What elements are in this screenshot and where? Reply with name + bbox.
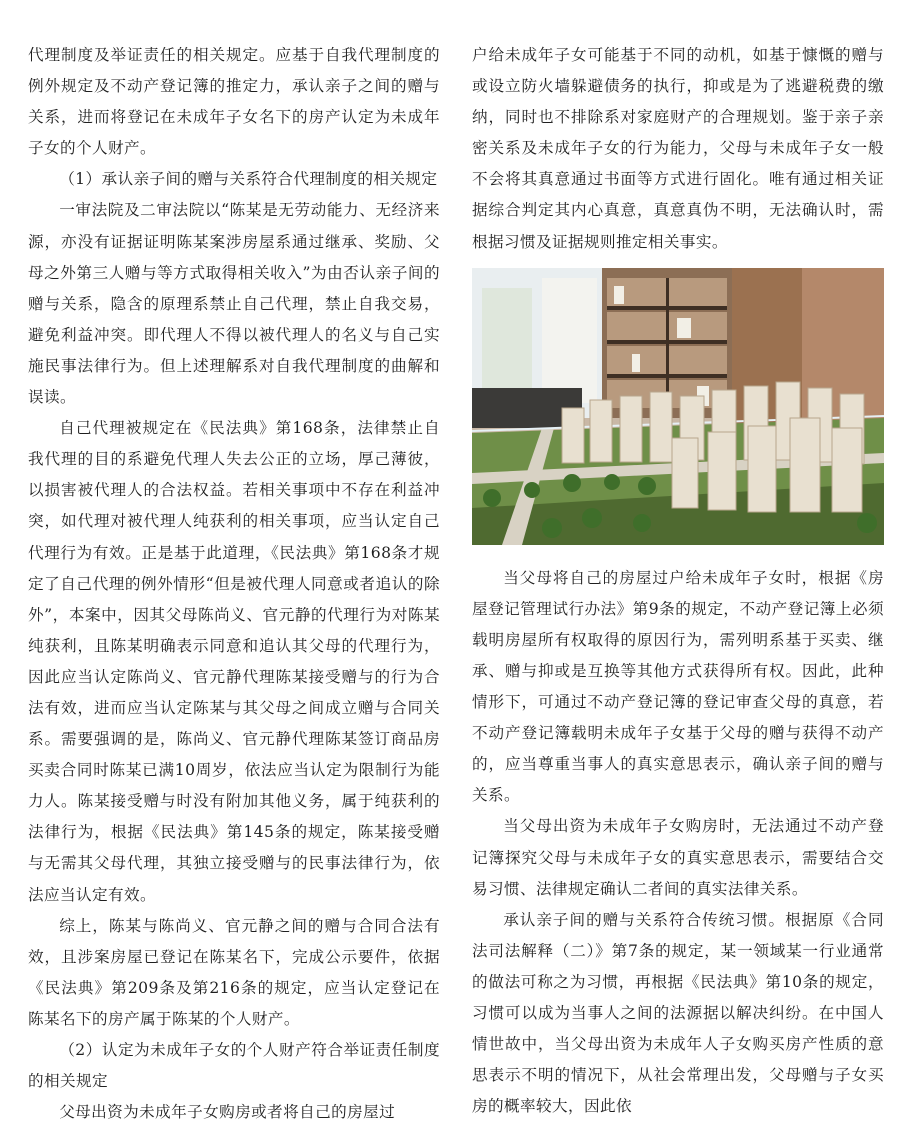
paragraph: 承认亲子间的赠与关系符合传统习惯。根据原《合同法司法解释（二）》第7条的规定，某一领域某一行业通常的做法可称之为习惯，再根据《民法典》第10条的规定，习惯可以成为当事人之间的法源据以解决纠纷。在中国人情世故中，当父母出资为未成年人子女购买房产性质的意思表示不明的情况下，从社会常理出发，父母赠与子女买房的概率较大，因此依	[472, 910, 884, 1116]
section-heading-1: （1）承认亲子间的赠与关系符合代理制度的相关规定	[59, 170, 438, 189]
paragraph: 综上，陈某与陈尚义、官元静之间的赠与合同合法有效，且涉案房屋已登记在陈某名下，完成公示要件，依据《民法典》第209条及第216条的规定，应当认定登记在陈某名下的房产属于陈某的个人财产。	[28, 916, 440, 1028]
section-heading-2: （2）认定为未成年子女的个人财产符合举证责任制度的相关规定	[28, 1041, 440, 1091]
real-estate-model-photo	[472, 268, 884, 545]
paragraph-continuation: 代理制度及举证责任的相关规定。应基于自我代理制度的例外规定及不动产登记簿的推定力，承认亲子之间的赠与关系，进而将登记在未成年子女名下的房产认定为未成年子女的个人财产。	[28, 46, 440, 158]
paragraph: 一审法院及二审法院以“陈某是无劳动能力、无经济来源，亦没有证据证明陈某案涉房屋系通过继承、奖励、父母之外第三人赠与等方式取得相关收入”为由否认亲子间的赠与关系，隐含的原理系禁止自己代理，禁止自我交易，避免利益冲突。即代理人不得以被代理人的名义与自己实施民事法律行为。但上述理解系对自我代理制度的曲解和误读。	[28, 201, 440, 407]
right-column	[472, 40, 884, 1122]
paragraph: 当父母出资为未成年子女购房时，无法通过不动产登记簿探究父母与未成年子女的真实意思表示，需要结合交易习惯、法律规定确认二者间的真实法律关系。	[472, 817, 884, 898]
paragraph: 当父母将自己的房屋过户给未成年子女时，根据《房屋登记管理试行办法》第9条的规定，不动产登记簿上必须载明房屋所有权取得的原因行为，需列明系基于买卖、继承、赠与抑或是互换等其他方式获得所有权。因此，此种情形下，可通过不动产登记簿的登记审查父母的真意，若不动产登记簿载明未成年子女基于父母的赠与获得不动产的，应当尊重当事人的真实意思表示，确认亲子间的赠与关系。	[472, 568, 884, 805]
left-column	[28, 40, 440, 1128]
model-photo-illustration	[472, 268, 884, 545]
paragraph: 父母出资为未成年子女购房或者将自己的房屋过	[59, 1103, 396, 1122]
paragraph-continuation: 户给未成年子女可能基于不同的动机，如基于慷慨的赠与或设立防火墙躲避债务的执行，抑或是为了逃避税费的缴纳，同时也不排除系对家庭财产的合理规划。鉴于亲子亲密关系及未成年子女的行为能力，父母与未成年子女一般不会将其真意通过书面等方式进行固化。唯有通过相关证据综合判定其内心真意，真意真伪不明，无法确认时，需根据习惯及证据规则推定相关事实。	[472, 46, 884, 251]
paragraph: 自己代理被规定在《民法典》第168条，法律禁止自我代理的目的系避免代理人失去公正的立场，厚己薄彼，以损害被代理人的合法权益。若相关事项中不存在利益冲突，如代理对被代理人纯获利的相关事项，应当认定自己代理行为有效。正是基于此道理，《民法典》第168条才规定了自己代理的例外情形“但是被代理人同意或者追认的除外”，本案中，因其父母陈尚义、官元静的代理行为对陈某纯获利，且陈某明确表示同意和追认其父母的代理行为，因此应当认定陈尚义、官元静代理陈某接受赠与的行为合法有效，进而应当认定陈某与其父母之间成立赠与合同关系。需要强调的是，陈尚义、官元静代理陈某签订商品房买卖合同时陈某已满10周岁，依法应当认定为限制行为能力人。陈某接受赠与时没有附加其他义务，属于纯获利的法律行为，根据《民法典》第145条的规定，陈某接受赠与无需其父母代理，其独立接受赠与的民事法律行为，依法应当认定有效。	[28, 419, 440, 904]
